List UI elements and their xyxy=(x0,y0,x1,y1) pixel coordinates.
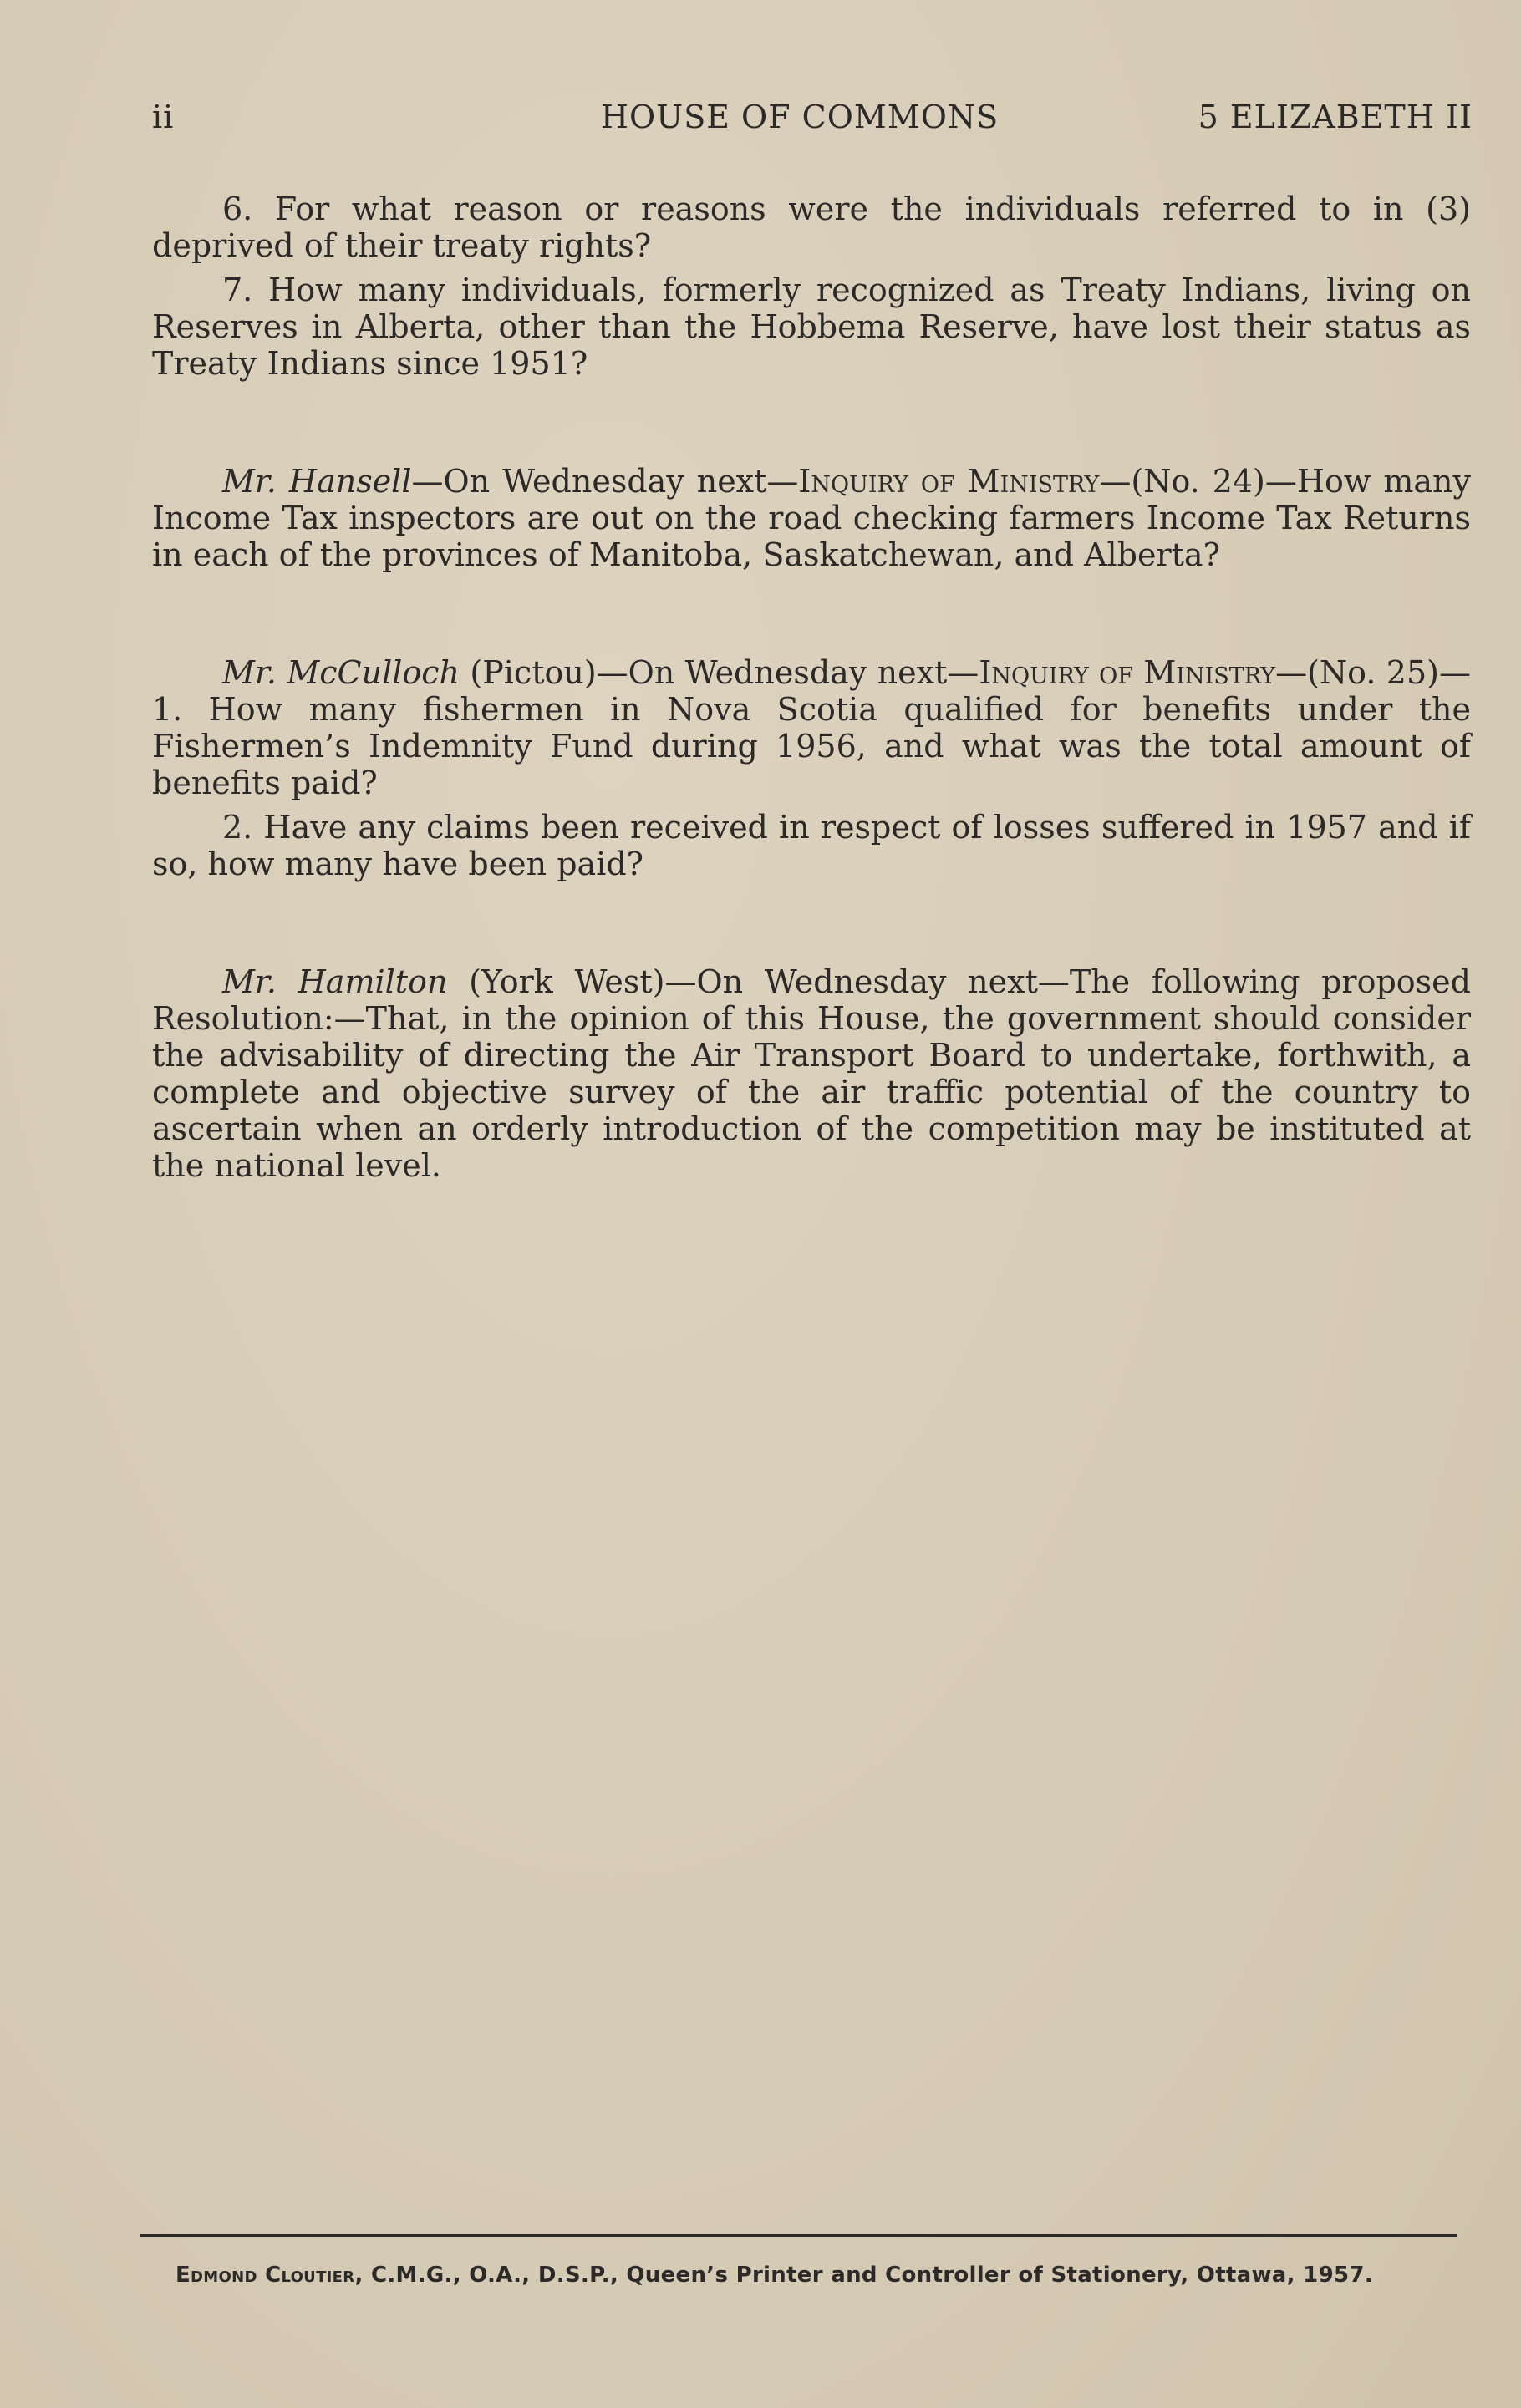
header-title: HOUSE OF COMMONS xyxy=(600,99,1000,135)
footer-rule xyxy=(140,2234,1457,2237)
notice-lead: —On Wednesday next— xyxy=(411,463,799,500)
member-name: Mr. Hansell xyxy=(222,463,412,500)
printer-details: , C.M.G., O.A., D.S.P., Queen’s Printer and Controller of Stationery, Ottawa, 1957. xyxy=(354,2263,1373,2288)
printer-imprint xyxy=(176,2263,1454,2288)
question-6: 6. For what reason or reasons were the individuals referred to in (3) deprived of their treaty rights? xyxy=(152,191,1471,264)
running-header xyxy=(152,99,1473,140)
member-name: Mr. Hamilton xyxy=(222,963,448,1000)
page-number: ii xyxy=(152,99,175,135)
notice-riding: (Pictou)—On Wednesday next— xyxy=(460,654,979,691)
hansell-notice xyxy=(152,463,1471,573)
notice-text: (York West)—On Wednesday next—The following proposed Resolution:—That, in the opinion of this House, the government should consider the advisability of directing the Air Transport Board to undertake, forthwith, a complete and objective survey of the air traffic potential of the country to ascertain when an orderly introduction of the competition may be instituted at the national level. xyxy=(152,963,1471,1184)
mcculloch-question-2: 2. Have any claims been received in respect of losses suffered in 1957 and if so, how many have been paid? xyxy=(152,809,1471,882)
notice-text: —(No. 25)—1. How many fishermen in Nova Scotia qualified for benefits under the Fishermen’s Indemnity Fund during 1956, and what was the total amount of benefits paid? xyxy=(152,654,1471,801)
hamilton-notice xyxy=(152,963,1471,1184)
inquiry-label: Inquiry of Ministry xyxy=(798,463,1100,500)
printer-name: Edmond Cloutier xyxy=(176,2263,355,2288)
header-session: 5 ELIZABETH II xyxy=(1198,99,1473,135)
mcculloch-notice xyxy=(152,654,1471,801)
member-name: Mr. McCulloch xyxy=(222,654,460,691)
question-7: 7. How many individuals, formerly recognized as Treaty Indians, living on Reserves in Alberta, other than the Hobbema Reserve, have lost their status as Treaty Indians since 1951? xyxy=(152,272,1471,382)
inquiry-label: Inquiry of Ministry xyxy=(979,654,1276,691)
notice-text: —(No. 24)—How many Income Tax inspectors are out on the road checking farmers Income Tax Returns in each of the provinces of Manitoba, Saskatchewan, and Alberta? xyxy=(152,463,1471,573)
page-body xyxy=(152,191,1471,1184)
